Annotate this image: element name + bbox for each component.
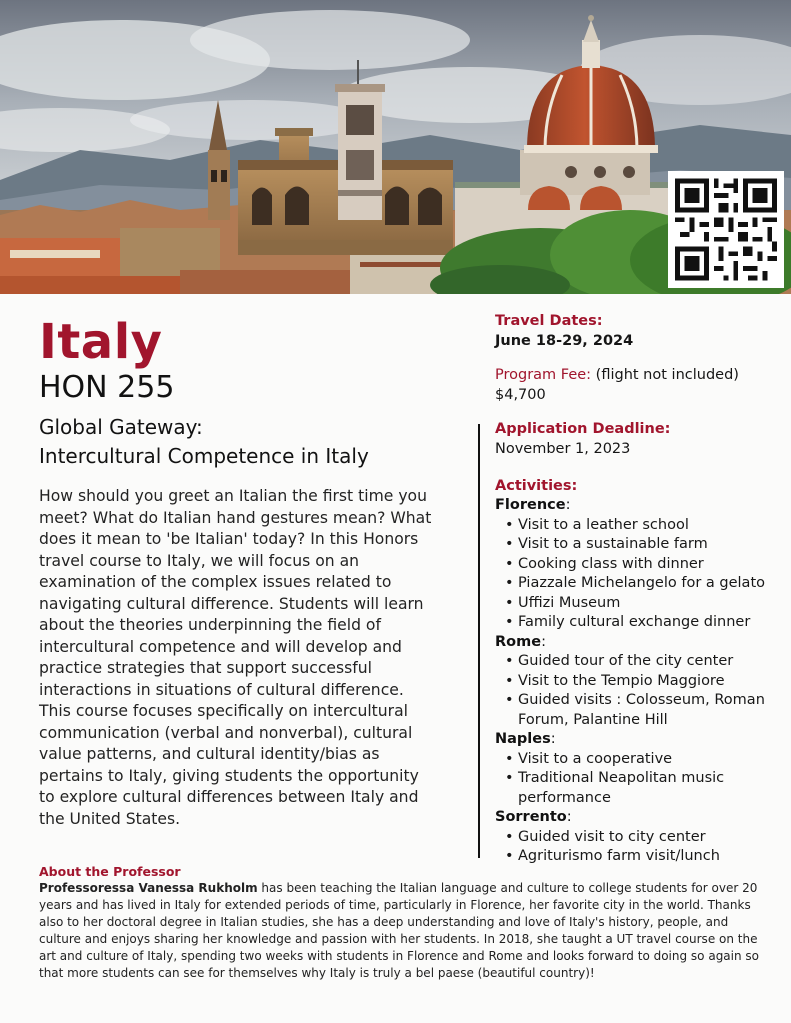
city-name: Naples: [495, 731, 551, 747]
course-code: HON 255: [39, 370, 175, 405]
rome-activities: [503, 652, 785, 730]
qr-code[interactable]: [668, 171, 784, 288]
deadline-value: November 1, 2023: [495, 441, 631, 457]
program-fee-block: [495, 366, 785, 405]
city-rome: Rome:: [495, 633, 546, 650]
subtitle-line-2: Intercultural Competence in Italy: [39, 444, 369, 468]
about-body-text: has been teaching the Italian language and culture to college students for over 20 years and has lived in Italy for extended periods of time, particularly in Florence, her favorite city in the world. Thanks also to her doctoral degree in Italian studies, she has a deep understanding and love of Italy's history, people, and culture and enjoys sharing her knowledge and passion with her students. In 2018, she taught a UT travel course on the art and culture of Italy, spending two weeks with students in Florence and Rome and looks forward to doing so again so that more students can see for themselves why Italy is truly a bel paese (beautiful country)!: [39, 881, 760, 980]
city-naples: Naples:: [495, 731, 556, 747]
list-item: • Guided tour of the city center: [503, 652, 785, 672]
city-name: Rome: [495, 633, 542, 650]
qr-code-icon: [675, 178, 777, 281]
about-heading: About the Professor: [39, 864, 181, 879]
city-name: Sorrento: [495, 809, 567, 825]
list-item: • Guided visits : Colosseum, Roman Forum, Palantine Hill: [503, 691, 785, 730]
travel-dates-label: Travel Dates:: [495, 313, 603, 329]
list-item: • Visit to the Tempio Maggiore: [503, 672, 785, 692]
list-item: • Cooking class with dinner: [503, 555, 785, 575]
details-panel: [495, 312, 785, 867]
about-text: [39, 880, 769, 982]
activities-block: [495, 477, 785, 867]
list-item: • Uffizi Museum: [503, 594, 785, 614]
travel-dates-block: [495, 312, 785, 351]
program-fee-label: Program Fee:: [495, 367, 592, 383]
professor-name: Professoressa Vanessa Rukholm: [39, 881, 258, 895]
country-title: Italy: [39, 314, 163, 370]
list-item: • Visit to a leather school: [503, 516, 785, 536]
list-item: • Guided visit to city center: [503, 828, 785, 848]
florence-activities: [503, 516, 785, 633]
city-name: Florence: [495, 497, 566, 513]
course-description: How should you greet an Italian the first time you meet? What do Italian hand gestures mean? What does it mean to 'be Italian' today? In this Honors travel course to Italy, we will focus on an examination of the complex issues related to navigating cultural difference. Students will learn about the theories underpinning the field of intercultural competence and will develop and practice strategies that support successful interactions in situations of cultural difference. This course focuses specifically on intercultural communication (verbal and nonverbal), cultural value patterns, and cultural identity/bias as pertains to Italy, giving students the opportunity to explore cultural differences between Italy and the United States.: [39, 487, 432, 828]
program-fee-line: [495, 366, 785, 385]
deadline-block: [495, 420, 785, 459]
list-item: • Family cultural exchange dinner: [503, 613, 785, 633]
program-fee-note: (flight not included): [595, 367, 739, 383]
course-subtitle: [39, 413, 369, 471]
list-item: • Visit to a cooperative: [503, 750, 785, 770]
travel-dates-value: June 18-29, 2024: [495, 333, 634, 349]
naples-activities: [503, 750, 785, 809]
subtitle-line-1: Global Gateway:: [39, 415, 203, 439]
activities-label: Activities:: [495, 478, 578, 494]
list-item: • Agriturismo farm visit/lunch: [503, 847, 785, 867]
city-florence: Florence:: [495, 497, 571, 513]
sorrento-activities: [503, 828, 785, 867]
list-item: • Piazzale Michelangelo for a gelato: [503, 574, 785, 594]
program-fee-value: $4,700: [495, 387, 546, 403]
city-sorrento: Sorrento:: [495, 809, 572, 825]
column-divider: [478, 424, 480, 858]
deadline-label: Application Deadline:: [495, 421, 671, 437]
list-item: • Traditional Neapolitan music performance: [503, 769, 785, 808]
list-item: • Visit to a sustainable farm: [503, 535, 785, 555]
